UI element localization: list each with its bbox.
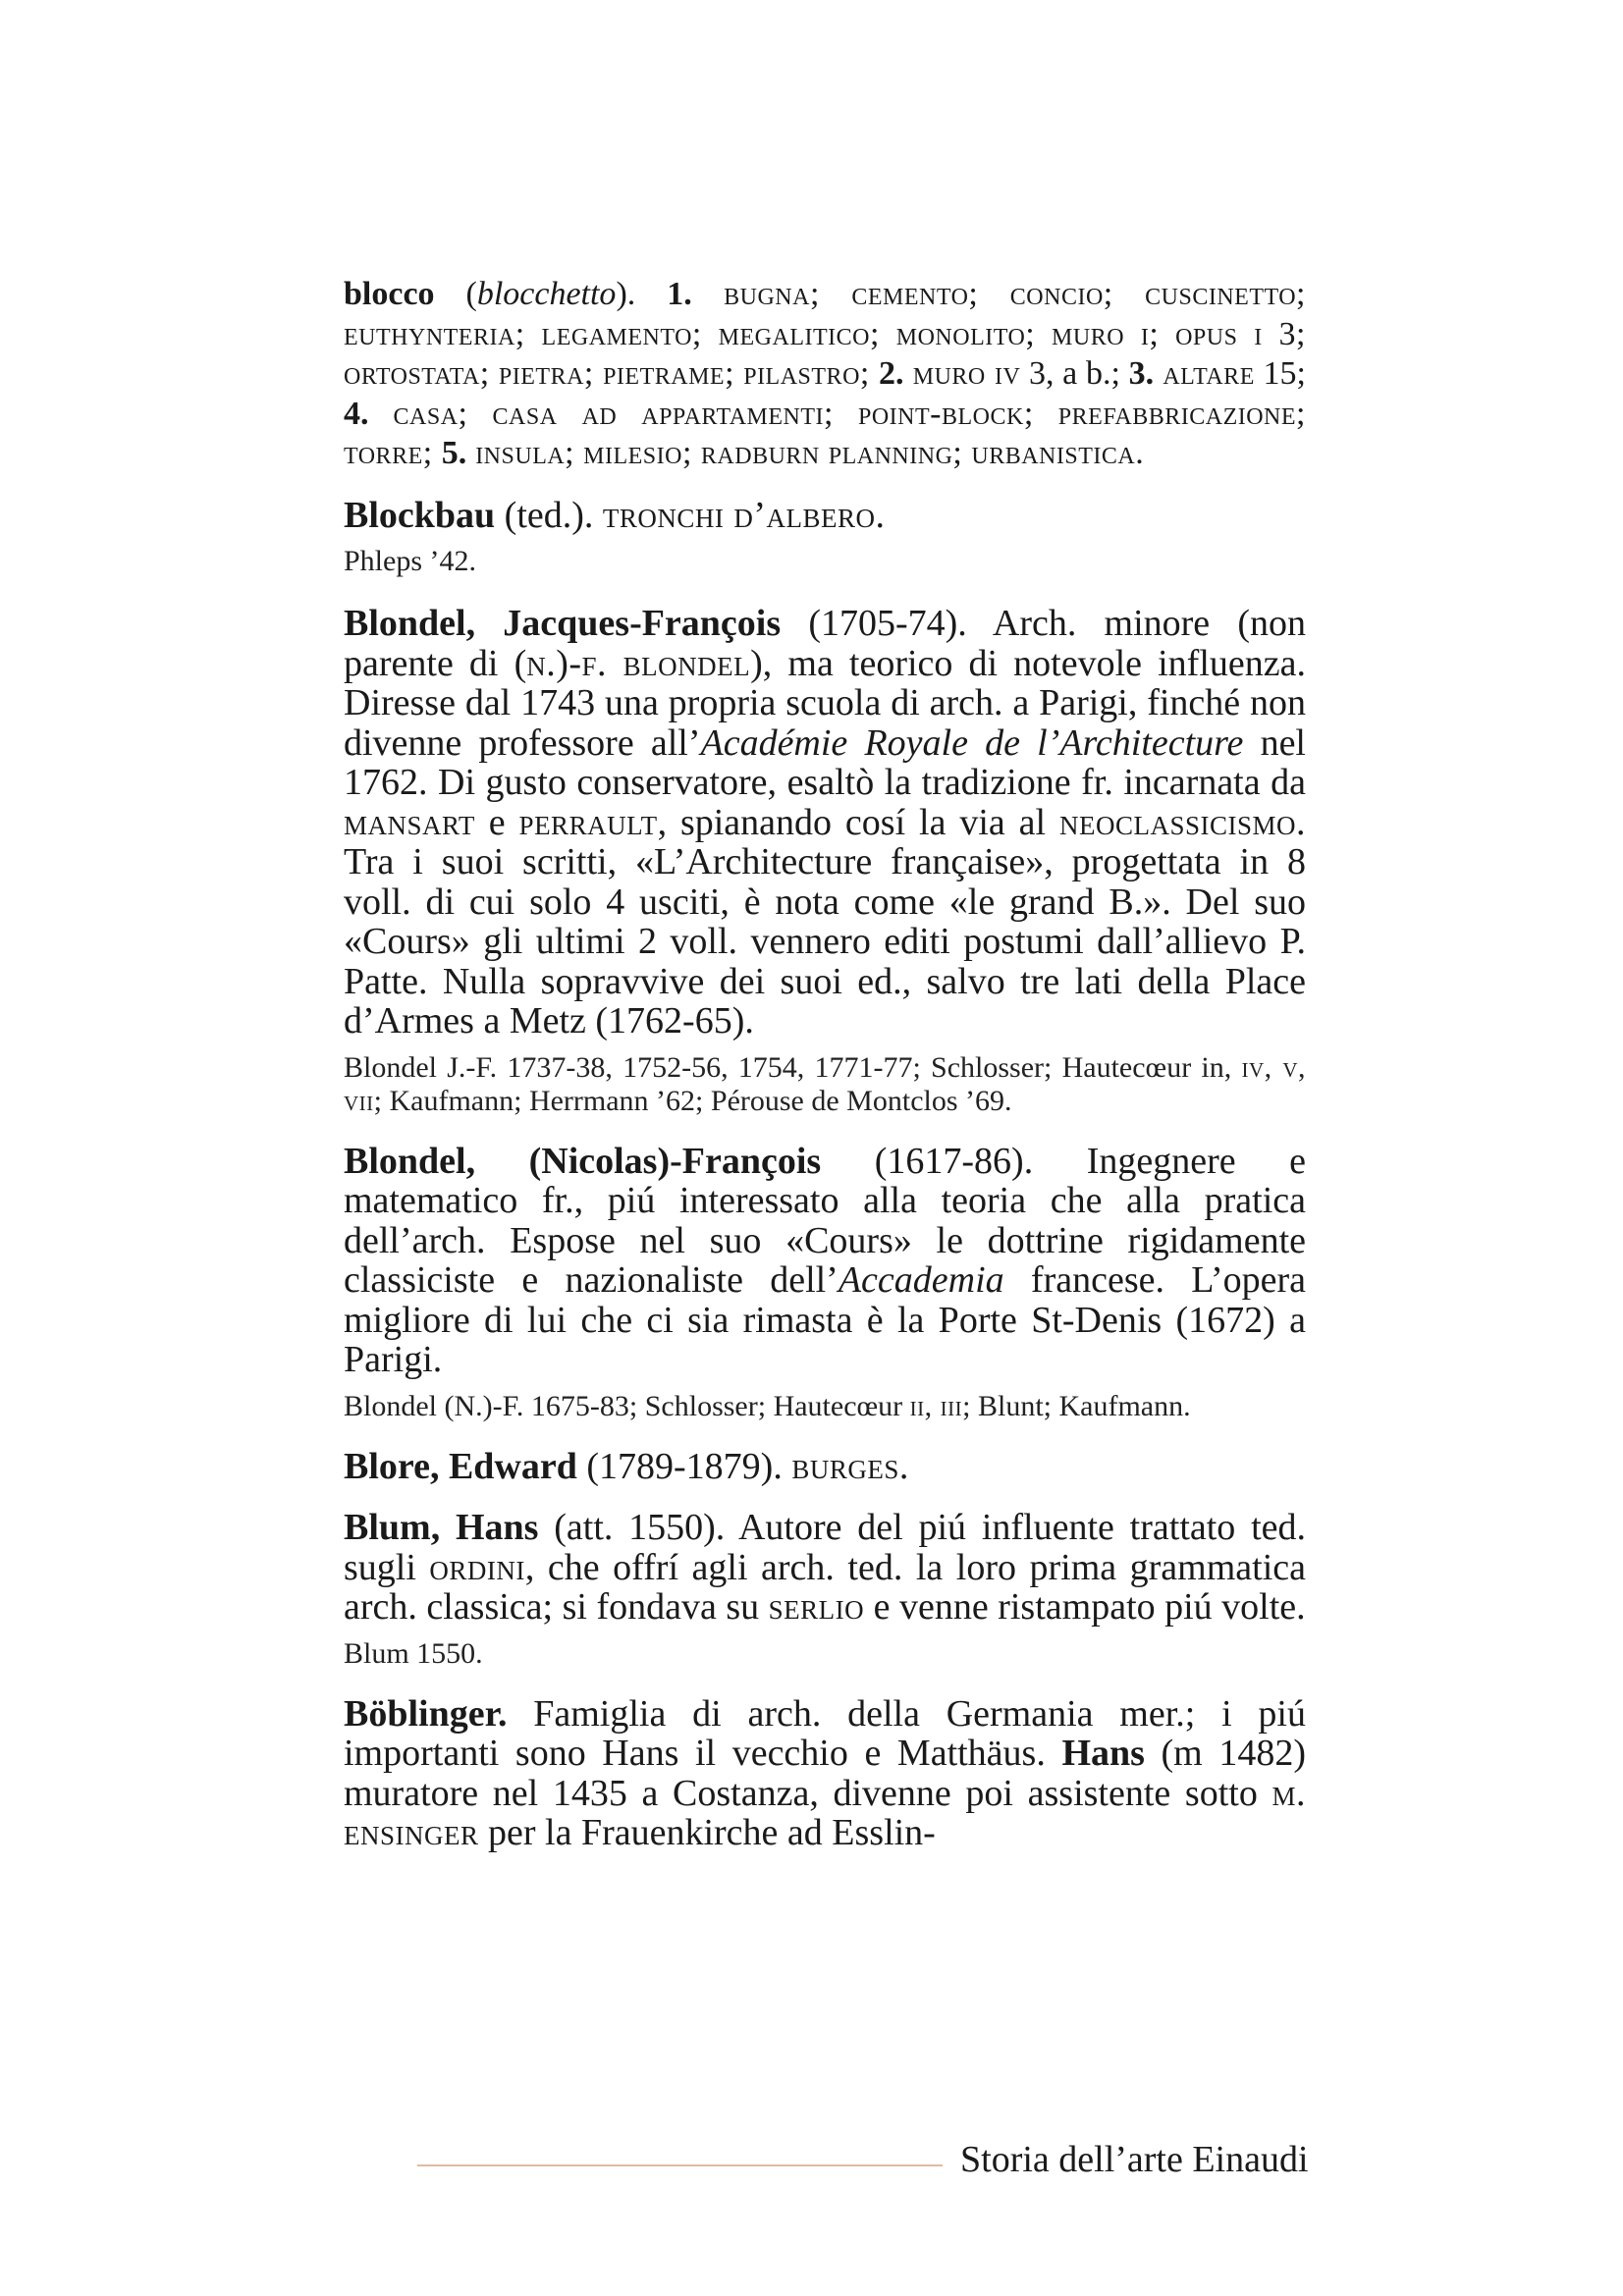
entry-blum-hans: [344, 1508, 1306, 1671]
entry-blondel-jacques-francois: [344, 604, 1306, 1118]
cross-references: casa; casa ad appartamenti; point-block; prefabbricazione; torre;: [344, 395, 1306, 471]
sense-number: 5.: [441, 435, 467, 471]
cross-reference: n.)-f. blondel: [526, 642, 751, 684]
footer-title: Storia dell’arte Einaudi: [960, 2139, 1309, 2180]
entry-headword: Blum, Hans: [344, 1507, 539, 1548]
sense-number: 3.: [1128, 355, 1155, 392]
sense-number: 4.: [344, 395, 369, 432]
entry-headword: Blockbau: [344, 494, 496, 536]
cross-reference: m. ensinger: [344, 1772, 1306, 1853]
cross-reference: tronchi d’albero.: [602, 494, 886, 536]
text-column: [344, 275, 1306, 1853]
cross-reference: ordini: [429, 1546, 525, 1588]
sub-headword: Hans: [1061, 1733, 1145, 1774]
cross-reference: mansart: [344, 801, 475, 843]
cross-reference: perrault: [518, 801, 658, 843]
sense-number: 2.: [879, 355, 904, 392]
cross-references: bugna; cemento; concio; cuscinetto; euthynteria; legamento; megalitico; monolito; muro i; opus i 3; ortostata; pietra; pietrame; pilastro;: [344, 276, 1307, 392]
footer-rule: [417, 2164, 943, 2166]
entry-body: Böblinger. Famiglia di arch. della Germania mer.; i piú importanti sono Hans il vecchio e Matthäus. Hans (m 1482) muratore nel 1435 a Costanza, divenne poi assistente sotto m. ensinger per la Frauenkirche ad Esslin-: [344, 1692, 1306, 1853]
entry-blondel-nicolas-francois: [344, 1142, 1306, 1423]
entry-body: Blockbau (ted.). tronchi d’albero.: [344, 494, 886, 536]
entry-body: Blondel, Jacques-François (1705-74). Arch. minore (non parente di (n.)-f. blondel), ma teorico di notevole influenza. Diresse dal 1743 una propria scuola di arch. a Parigi, finché non divenne professore all’Académie Royale de l’Architecture nel 1762. Di gusto conservatore, esaltò la tradizione fr. incarnata da mansart e perrault, spianando cosí la via al neoclassicismo. Tra i suoi scritti, «L’Architecture française», progettata in 8 voll. di cui solo 4 usciti, è nota come «le grand B.». Del suo «Cours» gli ultimi 2 voll. vennero editi postumi dall’allievo P. Patte. Nulla sopravvive dei suoi ed., salvo tre lati della Place d’Armes a Metz (1762-65).: [344, 603, 1307, 1041]
entry-body: Blondel, (Nicolas)-François (1617-86). Ingegnere e matematico fr., piú interessato alla teoria che alla pratica dell’arch. Espose nel suo «Cours» le dottrine rigidamente classiciste e nazionaliste dell’Accademia francese. L’opera migliore di lui che ci sia rimasta è la Porte St-Denis (1672) a Parigi.: [344, 1140, 1307, 1380]
cross-references: insula; milesio; radburn planning; urbanistica.: [466, 435, 1145, 471]
entry-body: Blore, Edward (1789-1879). burges.: [344, 1445, 909, 1487]
entry-headword: Blondel, Jacques-François: [344, 603, 782, 644]
entry-body: Blum, Hans (att. 1550). Autore del piú influente trattato ted. sugli ordini, che offrí agli arch. ted. la loro prima grammatica arch. classica; si fondava su serlio e venne ristampato piú volte.: [344, 1507, 1306, 1628]
entry-headword: Böblinger.: [344, 1692, 508, 1735]
entry-boblinger: [344, 1694, 1306, 1853]
entry-blocco: [344, 275, 1306, 474]
cross-reference: burges.: [791, 1445, 909, 1487]
bibliography: Blondel (N.)-F. 1675-83; Schlosser; Hautecœur ii, iii; Blunt; Kaufmann.: [344, 1389, 1191, 1422]
sense-number: 1.: [667, 276, 692, 312]
entry-blockbau: [344, 496, 1306, 579]
bibliography: Phleps ’42.: [344, 545, 476, 577]
entry-headword: blocco: [344, 276, 435, 312]
bibliography: Blondel J.-F. 1737-38, 1752-56, 1754, 1771-77; Schlosser; Hautecœur in, iv, v, vii; Kaufmann; Herrmann ’62; Pérouse de Montclos ’69.: [344, 1050, 1306, 1117]
cross-reference: neoclassicismo.: [1058, 801, 1306, 843]
entry-headword: Blondel, (Nicolas)-François: [344, 1140, 822, 1182]
bibliography: Blum 1550.: [344, 1636, 483, 1670]
cross-references: altare: [1154, 355, 1255, 392]
cross-reference: serlio: [768, 1586, 865, 1628]
cross-references: muro iv: [903, 355, 1021, 392]
entry-headword: Blore, Edward: [344, 1445, 577, 1487]
entry-body: blocco (blocchetto). 1. bugna; cemento; concio; cuscinetto; euthynteria; legamento; megalitico; monolito; muro i; opus i 3; ortostata; pietra; pietrame; pilastro; 2. muro iv 3, a b.; 3. altare 15; 4. casa; casa ad appartamenti; point-block; prefabbricazione; torre; 5. insula; milesio; radburn planning; urbanistica.: [344, 276, 1307, 471]
entry-blore-edward: [344, 1447, 1306, 1487]
